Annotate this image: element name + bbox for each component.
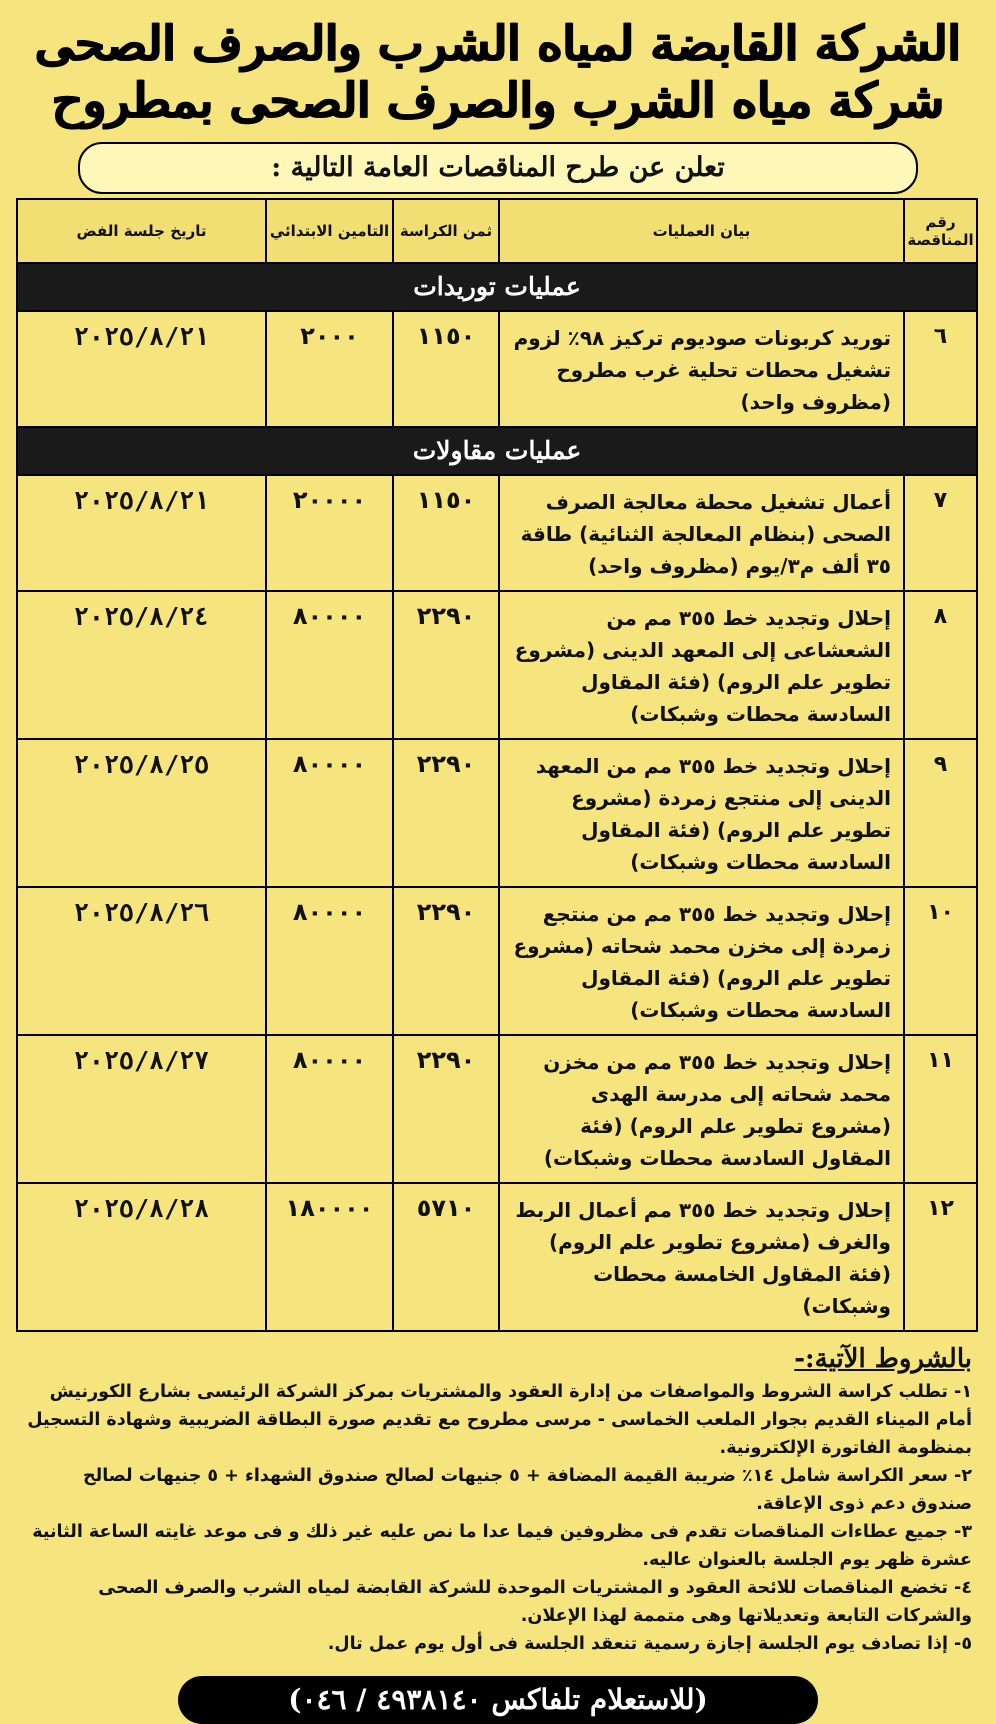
tenders-table (16, 198, 978, 1332)
tender-number: ٦ (904, 311, 977, 427)
opening-date: ٢٠٢٥/٨/٢٧ (17, 1035, 266, 1183)
tender-number: ١٢ (904, 1183, 977, 1331)
opening-date: ٢٠٢٥/٨/٢٥ (17, 739, 266, 887)
header-tender-number: رقم المناقصة (904, 199, 977, 263)
opening-date: ٢٠٢٥/٨/٢٤ (17, 591, 266, 739)
header-booklet-price: ثمن الكراسة (393, 199, 499, 263)
initial-insurance: ٢٠٠٠٠ (266, 475, 393, 591)
booklet-price: ٢٢٩٠ (393, 739, 499, 887)
tender-number: ٩ (904, 739, 977, 887)
header-initial-insurance: التامين الابتدائي (266, 199, 393, 263)
tender-description: توريد كربونات صوديوم تركيز ٩٨٪ لزوم تشغيل محطات تحلية غرب مطروح (مظروف واحد) (499, 311, 904, 427)
tender-description: إحلال وتجديد خط ٣٥٥ مم من الشعشاعى إلى المعهد الدينى (مشروع تطوير علم الروم) (فئة المقاول السادسة محطات وشبكات) (499, 591, 904, 739)
tender-description: إحلال وتجديد خط ٣٥٥ مم من مخزن محمد شحاته إلى مدرسة الهدى (مشروع تطوير علم الروم) (فئة المقاول السادسة محطات وشبكات) (499, 1035, 904, 1183)
opening-date: ٢٠٢٥/٨/٢٦ (17, 887, 266, 1035)
initial-insurance: ٨٠٠٠٠ (266, 739, 393, 887)
tender-description: أعمال تشغيل محطة معالجة الصرف الصحى (بنظام المعالجة الثنائية) طاقة ٣٥ ألف م٣/يوم (مظروف واحد) (499, 475, 904, 591)
announcement-text: تعلن عن طرح المناقصات العامة التالية : (78, 142, 918, 194)
contact-fax-bar: (للاستعلام تلفاكس ٤٩٣٨١٤٠ / ٠٤٦) (178, 1676, 818, 1724)
table-header-row (17, 199, 977, 263)
condition-item: ٣- جميع عطاءات المناقصات تقدم فى مظروفين فيما عدا ما نص عليه غير ذلك و فى موعد غايته الساعة الثانية عشرة ظهر يوم الجلسة بالعنوان عاليه. (32, 1521, 972, 1570)
section-title: عمليات مقاولات (17, 427, 977, 475)
conditions-list (18, 1378, 978, 1658)
header-operations: بيان العمليات (499, 199, 904, 263)
table-row (17, 475, 977, 591)
tender-number: ٨ (904, 591, 977, 739)
announcement-banner (78, 142, 918, 194)
booklet-price: ١١٥٠ (393, 475, 499, 591)
condition-item: ٥- إذا تصادف يوم الجلسة إجازة رسمية تنعقد الجلسة فى أول يوم عمل تال. (327, 1633, 972, 1654)
initial-insurance: ١٨٠٠٠٠ (266, 1183, 393, 1331)
table-row (17, 1035, 977, 1183)
tender-description: إحلال وتجديد خط ٣٥٥ مم من منتجع زمردة إلى مخزن محمد شحاته (مشروع تطوير علم الروم) (فئة المقاول السادسة محطات وشبكات) (499, 887, 904, 1035)
initial-insurance: ٢٠٠٠ (266, 311, 393, 427)
tender-number: ٧ (904, 475, 977, 591)
tender-description: إحلال وتجديد خط ٣٥٥ مم أعمال الربط والغرف (مشروع تطوير علم الروم) (فئة المقاول الخامسة محطات وشبكات) (499, 1183, 904, 1331)
initial-insurance: ٨٠٠٠٠ (266, 1035, 393, 1183)
section-supplies (17, 263, 977, 311)
conditions-heading: بالشروط الآتية:- (794, 1343, 972, 1374)
opening-date: ٢٠٢٥/٨/٢١ (17, 475, 266, 591)
tender-number: ١٠ (904, 887, 977, 1035)
booklet-price: ٢٢٩٠ (393, 887, 499, 1035)
opening-date: ٢٠٢٥/٨/٢٨ (17, 1183, 266, 1331)
opening-date: ٢٠٢٥/٨/٢١ (17, 311, 266, 427)
booklet-price: ١١٥٠ (393, 311, 499, 427)
table-row (17, 591, 977, 739)
booklet-price: ٢٢٩٠ (393, 591, 499, 739)
tender-description: إحلال وتجديد خط ٣٥٥ مم من المعهد الدينى إلى منتجع زمردة (مشروع تطوير علم الروم) (فئة المقاول السادسة محطات وشبكات) (499, 739, 904, 887)
table-row (17, 739, 977, 887)
table-row (17, 311, 977, 427)
tender-number: ١١ (904, 1035, 977, 1183)
header-opening-date: تاريخ جلسة الفض (17, 199, 266, 263)
section-contracting (17, 427, 977, 475)
holding-company-title: الشركة القابضة لمياه الشرب والصرف الصحى (35, 16, 961, 72)
company-title: شركة مياه الشرب والصرف الصحى بمطروح (52, 72, 944, 129)
condition-item: ٢- سعر الكراسة شامل ١٤٪ ضريبة القيمة المضافة + ٥ جنيهات لصالح صندوق الشهداء + ٥ جنيهات لصالح صندوق دعم ذوى الإعاقة. (83, 1465, 972, 1514)
initial-insurance: ٨٠٠٠٠ (266, 591, 393, 739)
condition-item: ١- تطلب كراسة الشروط والمواصفات من إدارة العقود والمشتريات بمركز الشركة الرئيسى بشارع الكورنيش أمام الميناء القديم بجوار الملعب الخماسى - مرسى مطروح مع تقديم صورة البطاقة الضريبية وشهادة التسجيل بمنظومة الفاتورة الإلكترونية. (27, 1381, 972, 1458)
initial-insurance: ٨٠٠٠٠ (266, 887, 393, 1035)
booklet-price: ٢٢٩٠ (393, 1035, 499, 1183)
table-row (17, 1183, 977, 1331)
condition-item: ٤- تخضع المناقصات للائحة العقود و المشتريات الموحدة للشركة القابضة لمياه الشرب والصرف الصحى والشركات التابعة وتعديلاتها وهى متممة لهذا الإعلان. (98, 1577, 972, 1626)
table-row (17, 887, 977, 1035)
booklet-price: ٥٧١٠ (393, 1183, 499, 1331)
section-title: عمليات توريدات (17, 263, 977, 311)
